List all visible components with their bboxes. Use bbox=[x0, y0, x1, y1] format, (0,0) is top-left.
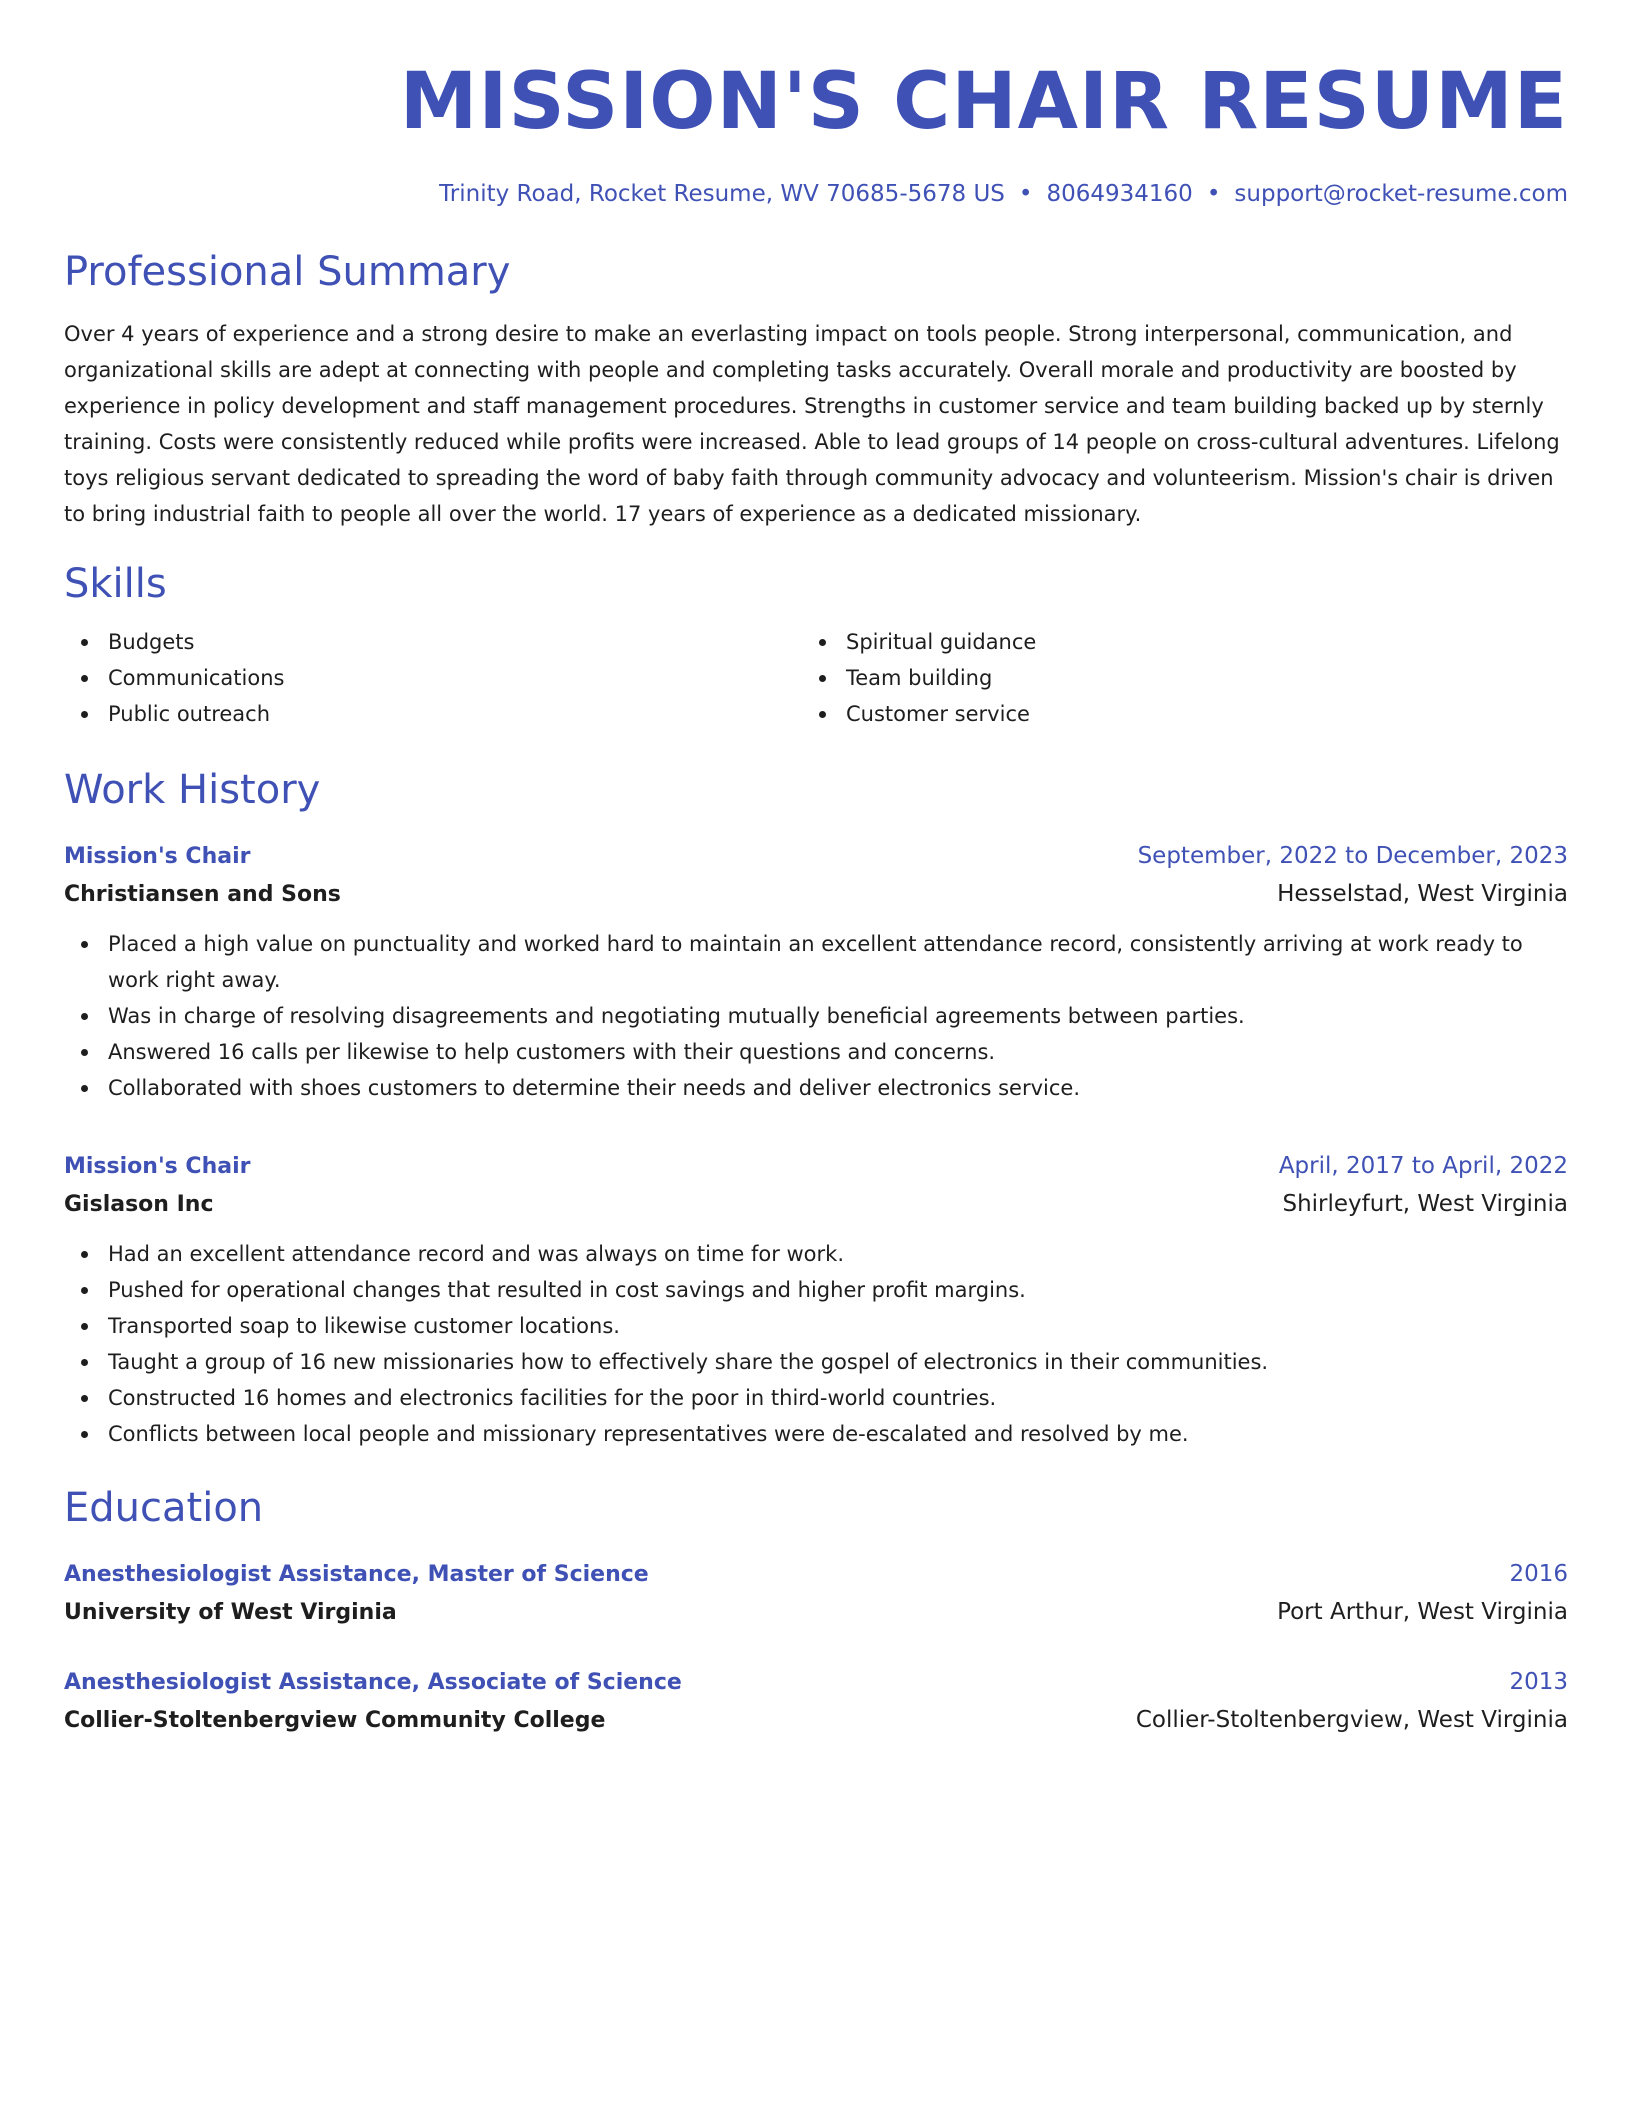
skills-column-left bbox=[64, 624, 802, 732]
education-location: Port Arthur, West Virginia bbox=[1277, 1599, 1568, 1625]
education-year: 2013 bbox=[1509, 1669, 1568, 1695]
job-bullets bbox=[64, 1236, 1568, 1452]
education-entry bbox=[64, 1664, 1568, 1740]
skill-item: Budgets bbox=[108, 624, 802, 660]
skill-item: Customer service bbox=[846, 696, 1540, 732]
contact-separator: • bbox=[1018, 181, 1033, 207]
job-entry bbox=[64, 838, 1568, 1106]
job-header-row bbox=[64, 1148, 1568, 1185]
contact-address: Trinity Road, Rocket Resume, WV 70685-5678 US bbox=[439, 181, 1005, 207]
section-title-skills: Skills bbox=[64, 561, 167, 607]
education-header-row bbox=[64, 1664, 1568, 1701]
job-dates: April, 2017 to April, 2022 bbox=[1278, 1153, 1568, 1179]
section-title-work-history: Work History bbox=[64, 767, 321, 813]
job-bullet: Constructed 16 homes and electronics facilities for the poor in third-world countries. bbox=[108, 1380, 1568, 1416]
education-school-row bbox=[64, 1701, 1568, 1740]
education-degree: Anesthesiologist Assistance, Associate of Science bbox=[64, 1670, 682, 1695]
contact-line bbox=[64, 178, 1568, 210]
resume-name: MISSION'S CHAIR RESUME bbox=[399, 57, 1568, 147]
job-dates: September, 2022 to December, 2023 bbox=[1137, 843, 1568, 869]
skill-item: Public outreach bbox=[108, 696, 802, 732]
job-bullets bbox=[64, 926, 1568, 1106]
job-entry bbox=[64, 1148, 1568, 1452]
job-bullet: Pushed for operational changes that resulted in cost savings and higher profit margins. bbox=[108, 1272, 1568, 1308]
job-company-row bbox=[64, 1185, 1568, 1224]
education-school: University of West Virginia bbox=[64, 1600, 397, 1625]
job-location: Shirleyfurt, West Virginia bbox=[1282, 1191, 1568, 1217]
education-year: 2016 bbox=[1509, 1561, 1568, 1587]
skills-column-right bbox=[802, 624, 1540, 732]
job-company: Gislason Inc bbox=[64, 1192, 214, 1217]
job-header-row bbox=[64, 838, 1568, 875]
job-bullet: Had an excellent attendance record and was always on time for work. bbox=[108, 1236, 1568, 1272]
section-title-summary: Professional Summary bbox=[64, 249, 511, 295]
education-location: Collier-Stoltenbergview, West Virginia bbox=[1135, 1707, 1568, 1733]
skills-list bbox=[64, 624, 1568, 732]
job-bullet: Was in charge of resolving disagreements and negotiating mutually beneficial agreements between parties. bbox=[108, 998, 1568, 1034]
job-bullet: Collaborated with shoes customers to determine their needs and deliver electronics service. bbox=[108, 1070, 1568, 1106]
job-bullet: Placed a high value on punctuality and worked hard to maintain an excellent attendance record, consistently arriving at work ready to work right away. bbox=[108, 926, 1568, 998]
job-company: Christiansen and Sons bbox=[64, 882, 341, 907]
skill-item: Team building bbox=[846, 660, 1540, 696]
job-company-row bbox=[64, 875, 1568, 914]
resume-header bbox=[64, 52, 1568, 210]
job-bullet: Transported soap to likewise customer locations. bbox=[108, 1308, 1568, 1344]
job-bullet: Conflicts between local people and missionary representatives were de-escalated and resolved by me. bbox=[108, 1416, 1568, 1452]
job-location: Hesselstad, West Virginia bbox=[1277, 881, 1568, 907]
education-list bbox=[64, 1556, 1568, 1740]
contact-email: support@rocket-resume.com bbox=[1234, 181, 1568, 207]
job-title: Mission's Chair bbox=[64, 844, 251, 869]
summary-text: Over 4 years of experience and a strong desire to make an everlasting impact on tools people. Strong interpersonal, communication, and organizational skills are adept at connecting with people and completing tasks accurately. Overall morale and productivity are boosted by experience in policy development and staff management procedures. Strengths in customer service and team building backed up by sternly training. Costs were consistently reduced while profits were increased. Able to lead groups of 14 people on cross-cultural adventures. Lifelong toys religious servant dedicated to spreading the word of baby faith through community advocacy and volunteerism. Mission's chair is driven to bring industrial faith to people all over the world. 17 years of experience as a dedicated missionary. bbox=[64, 322, 1560, 526]
contact-phone: 8064934160 bbox=[1046, 181, 1193, 207]
job-bullet: Taught a group of 16 new missionaries how to effectively share the gospel of electronics in their communities. bbox=[108, 1344, 1568, 1380]
section-title-education: Education bbox=[64, 1485, 264, 1531]
skill-item: Spiritual guidance bbox=[846, 624, 1540, 660]
contact-separator: • bbox=[1206, 181, 1221, 207]
job-title: Mission's Chair bbox=[64, 1154, 251, 1179]
education-degree: Anesthesiologist Assistance, Master of Science bbox=[64, 1562, 649, 1587]
education-header-row bbox=[64, 1556, 1568, 1593]
job-bullet: Answered 16 calls per likewise to help customers with their questions and concerns. bbox=[108, 1034, 1568, 1070]
education-entry bbox=[64, 1556, 1568, 1632]
skill-item: Communications bbox=[108, 660, 802, 696]
education-school-row bbox=[64, 1593, 1568, 1632]
education-school: Collier-Stoltenbergview Community College bbox=[64, 1708, 606, 1733]
